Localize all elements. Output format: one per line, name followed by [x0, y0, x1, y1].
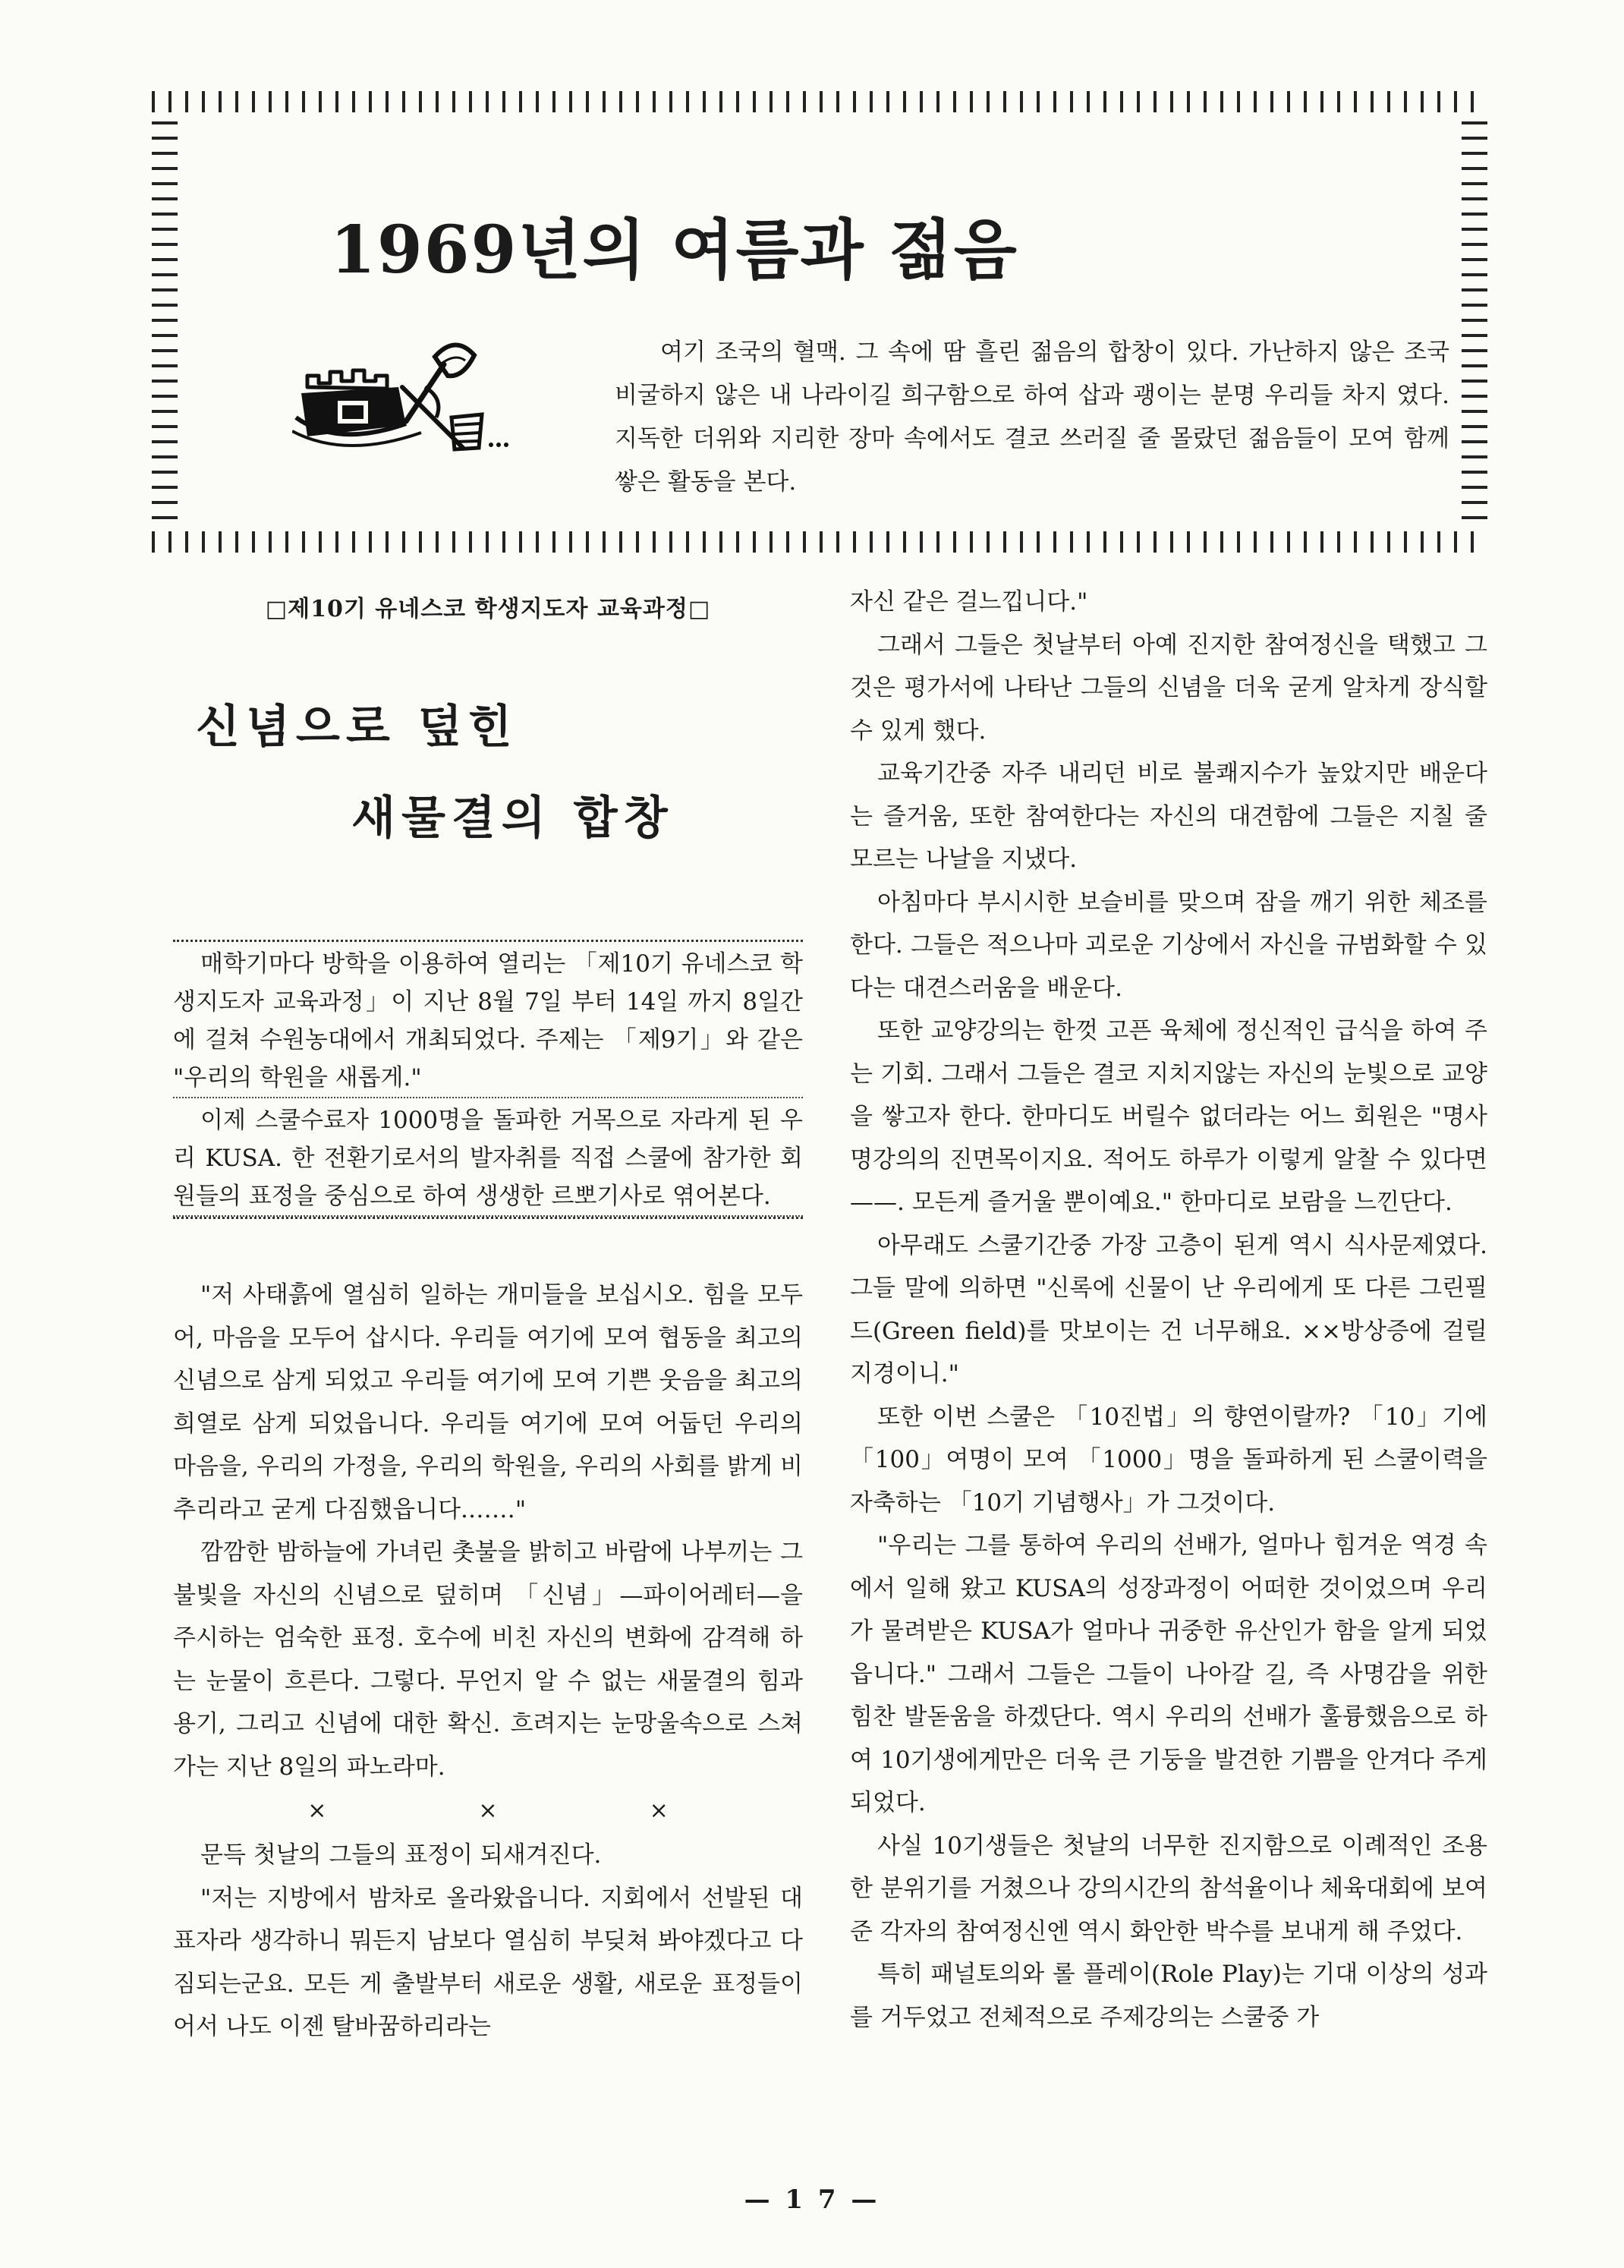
left-body	[173, 1274, 803, 2049]
body-paragraph: 아침마다 부시시한 보슬비를 맞으며 잠을 깨기 위한 체조를 한다. 그들은 적으나마 괴로운 기상에서 자신을 규범화할 수 있다는 대견스러움을 배운다.	[850, 888, 1487, 1002]
feature-header-box	[152, 91, 1487, 553]
body-paragraph: 자신 같은 걸느낍니다."	[850, 588, 1088, 616]
decorative-border-left	[152, 121, 178, 522]
body-paragraph: 또한 이번 스쿨은 「10진법」의 향연이랄까? 「10」기에 「100」여명이 모여 「1000」명을 돌파하게 된 스쿨이력을 자축하는 「10기 기념행사」가 그것이다.	[850, 1403, 1487, 1517]
headline-line-1: 신념으로 덮힌	[196, 701, 518, 754]
feature-intro: 여기 조국의 혈맥. 그 속에 땀 흘린 젊음의 합창이 있다. 가난하지 않은 조국 비굴하지 않은 내 나라이길 희구함으로 하여 삽과 괭이는 분명 우리들 차지 였다. 지독한 더위와 지리한 장마 속에서도 결코 쓰러질 줄 몰랐던 젊음들이 모여 함께 쌓은 활동을 본다.	[615, 339, 1449, 496]
page-number: — 1 7 —	[744, 2185, 880, 2215]
decorative-border-bottom	[152, 531, 1487, 553]
right-column	[850, 581, 1487, 2039]
body-paragraph: 사실 10기생들은 첫날의 너무한 진지함으로 이례적인 조용한 분위기를 거쳤으나 강의시간의 참석율이나 체육대회에 보여준 각자의 참여정신엔 역시 화안한 박수를 보내게 해 주었다.	[850, 1832, 1487, 1945]
feature-title: 1969년의 여름과 젊음	[330, 212, 1018, 288]
body-paragraph: 아무래도 스쿨기간중 가장 고층이 된게 역시 식사문제였다. 그들 말에 의하면 "신록에 신물이 난 우리에게 또 다른 그린필드(Green field)를 맛보이는 건 너무해요. ××방상증에 걸릴 지경이니."	[850, 1231, 1487, 1388]
headline-line-2: 새물결의 합창	[351, 792, 674, 845]
cross-mark: ×	[478, 1797, 498, 1824]
body-paragraph: "저는 지방에서 밤차로 올라왔읍니다. 지회에서 선발된 대표자라 생각하니 뭐든지 남보다 열심히 부딪쳐 봐야겠다고 다짐되는군요. 모든 게 출발부터 새로운 생활, 새로운 표정들이어서 나도 이젠 탈바꿈하리라는	[173, 1884, 803, 2040]
body-paragraph: "저 사태흙에 열심히 일하는 개미들을 보십시오. 힘을 모두어, 마음을 모두어 삽시다. 우리들 여기에 모여 협동을 최고의 신념으로 삼게 되었고 우리들 여기에 모여 기쁜 웃음을 최고의 희열로 삼게 되었읍니다. 우리들 여기에 모여 어둡던 우리의 마음을, 우리의 가정을, 우리의 학원을, 우리의 사회를 밝게 비추리라고 굳게 다짐했읍니다.……"	[173, 1281, 803, 1523]
body-paragraph: 특히 패널토의와 롤 플레이(Role Play)는 기대 이상의 성과를 거두었고 전체적으로 주제강의는 스쿨중 가	[850, 1961, 1487, 2031]
lead-paragraph: 매학기마다 방학을 이용하여 열리는 「제10기 유네스코 학생지도자 교육과정」이 지난 8월 7일 부터 14일 까지 8일간에 걸쳐 수원농대에서 개최되었다. 주제는 「제9기」와 같은 "우리의 학원을 새롭게."	[173, 942, 803, 1098]
section-label: □제10기 유네스코 학생지도자 교육과정□	[265, 596, 711, 622]
body-paragraph: 문득 첫날의 그들의 표정이 되새겨진다.	[200, 1841, 602, 1869]
cross-mark: ×	[307, 1797, 327, 1824]
shovel-and-ruins-illustration	[292, 334, 512, 463]
body-paragraph: "우리는 그를 통하여 우리의 선배가, 얼마나 힘겨운 역경 속에서 일해 왔고 KUSA의 성장과정이 어떠한 것이었으며 우리가 물려받은 KUSA가 얼마나 귀중한 유산인가 함을 알게 되었읍니다." 그래서 그들은 그들이 나아갈 길, 즉 사명감을 위한 힘찬 발돋움을 하겠단다. 역시 우리의 선배가 훌륭했음으로 하여 10기생에게만은 더욱 큰 기둥을 발견한 기쁨을 안겨다 주게 되었다.	[850, 1532, 1487, 1816]
body-paragraph: 교육기간중 자주 내리던 비로 불쾌지수가 높았지만 배운다는 즐거움, 또한 참여한다는 자신의 대견함에 그들은 지칠 줄 모르는 나날을 지냈다.	[850, 760, 1487, 873]
lead-paragraph: 이제 스쿨수료자 1000명을 돌파한 거목으로 자라게 된 우리 KUSA. 한 전환기로서의 발자취를 직접 스쿨에 참가한 회원들의 표정을 중심으로 하여 생생한 르뽀기사로 엮어본다.	[173, 1098, 803, 1217]
lead-box	[173, 940, 803, 1219]
decorative-border-right	[1462, 121, 1487, 522]
body-paragraph: 그래서 그들은 첫날부터 아예 진지한 참여정신을 택했고 그것은 평가서에 나타난 그들의 신념을 더욱 굳게 알차게 장식할 수 있게 했다.	[850, 631, 1487, 745]
section-break	[173, 1788, 803, 1834]
left-column	[173, 581, 803, 2049]
decorative-border-top	[152, 91, 1487, 112]
body-paragraph: 깜깜한 밤하늘에 가녀린 촛불을 밝히고 바람에 나부끼는 그 불빛을 자신의 신념으로 덮히며 「신념」—파이어레터—을 주시하는 엄숙한 표정. 호수에 비친 자신의 변화에 감격해 하는 눈물이 흐른다. 그렇다. 무언지 알 수 없는 새물결의 힘과 용기, 그리고 신념에 대한 확신. 흐려지는 눈망울속으로 스쳐가는 지난 8일의 파노라마.	[173, 1539, 803, 1781]
body-paragraph: 또한 교양강의는 한껏 고픈 육체에 정신적인 급식을 하여 주는 기회. 그래서 그들은 결코 지치지않는 자신의 눈빛으로 교양을 쌓고자 한다. 한마디도 버릴수 없더라는 어느 회원은 "명사명강의의 진면목이지요. 적어도 하루가 이렇게 알찰 수 있다면——. 모든게 즐거울 뿐이예요." 한마디로 보람을 느낀단다.	[850, 1017, 1487, 1216]
cross-mark: ×	[649, 1797, 669, 1824]
